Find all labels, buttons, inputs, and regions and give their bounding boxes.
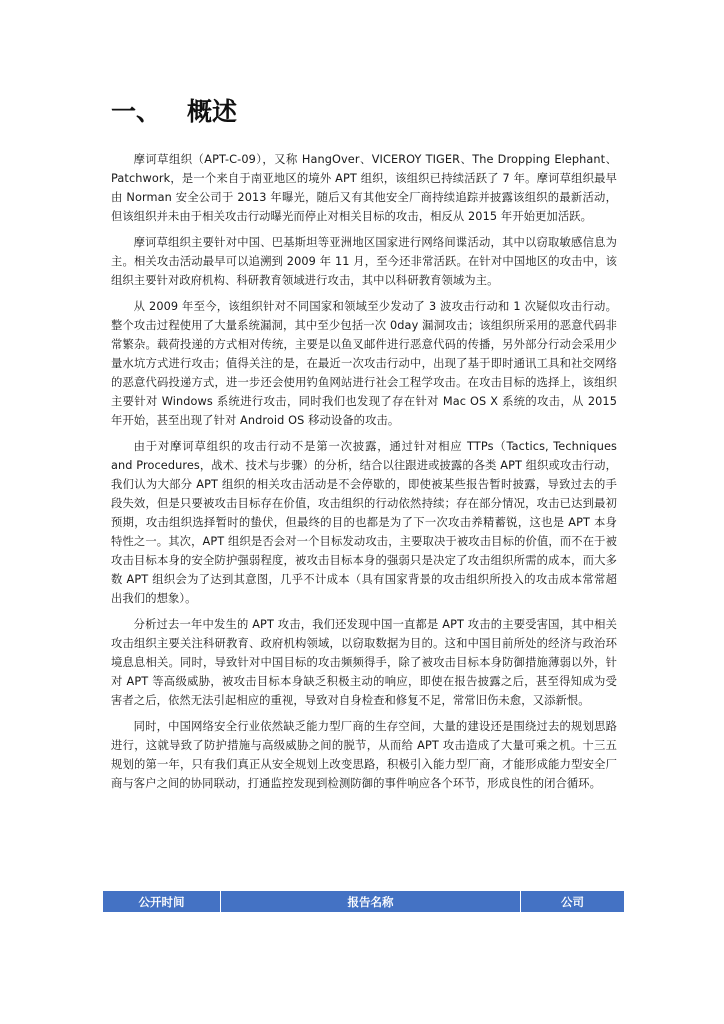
paragraph: 同时，中国网络安全行业依然缺乏能力型厂商的生存空间，大量的建设还是围绕过去的规划思路进行，这就导致了防护措施与高级威胁之间的脱节，从而给 APT 攻击造成了大量可乘之机。十三五规划的第一年，只有我们真正从安全规划上改变思路，积极引入能力型厂商，才能形成能力型安全厂商与客户之间的协同联动，打通监控发现到检测防御的事件响应各个环节，形成良性的闭合循环。 <box>111 720 617 790</box>
column-header-company: 公司 <box>561 894 584 909</box>
paragraph: 摩诃草组织主要针对中国、巴基斯坦等亚洲地区国家进行网络间谍活动，其中以窃取敏感信息为主。相关攻击活动最早可以追溯到 2009 年 11 月，至今还非常活跃。在针对中国地区的攻击中，该组织主要针对政府机构、科研教育领域进行攻击，其中以科研教育领域为主。 <box>111 236 617 287</box>
report-table-header <box>103 891 624 912</box>
column-header-date: 公开时间 <box>103 891 221 912</box>
section-title: 概述 <box>187 97 238 126</box>
paragraph: 从 2009 年至今，该组织针对不同国家和领域至少发动了 3 波攻击行动和 1 次疑似攻击行动。整个攻击过程使用了大量系统漏洞，其中至少包括一次 0day 漏洞攻击；该组织所采用的恶意代码非常繁杂。载荷投递的方式相对传统，主要是以鱼叉邮件进行恶意代码的传播，另外部分行动会采用少量水坑方式进行攻击；值得关注的是，在最近一次攻击行动中，出现了基于即时通讯工具和社交网络的恶意代码投递方式，进一步还会使用钓鱼网站进行社会工程学攻击。在攻击目标的选择上，该组织主要针对 Windows 系统进行攻击，同时我们也发现了存在针对 Mac OS X 系统的攻击，从 2015 年开始，甚至出现了针对 Android OS 移动设备的攻击。 <box>111 300 617 427</box>
paragraph: 由于对摩诃草组织的攻击行动不是第一次披露，通过针对相应 TTPs（Tactics, Techniques and Procedures，战术、技术与步骤）的分析，结合以往跟进或披露的各类 APT 组织或攻击行动，我们认为大部分 APT 组织的相关攻击活动是不会停歇的，即使被某些报告暂时披露，导致过去的手段失效，但是只要被攻击目标存在价值，攻击组织的行动依然持续；存在部分情况，攻击已达到最初预期，攻击组织选择暂时的蛰伏，但最终的目的也都是为了下一次攻击养精蓄锐，这也是 APT 本身特性之一。其次，APT 组织是否会对一个目标发动攻击，主要取决于被攻击目标的价值，而不在于被攻击目标本身的安全防护强弱程度，被攻击目标本身的强弱只是决定了攻击组织所需的成本，而大多数 APT 组织会为了达到其意图，几乎不计成本（具有国家背景的攻击组织所投入的攻击成本常常超出我们的想象）。 <box>111 440 617 605</box>
column-header-report-name: 报告名称 <box>221 891 521 912</box>
section-number: 一、 <box>111 97 162 126</box>
paragraph: 分析过去一年中发生的 APT 攻击，我们还发现中国一直都是 APT 攻击的主要受害国，其中相关攻击组织主要关注科研教育、政府机构领域，以窃取数据为目的。这和中国目前所处的经济与政治环境息息相关。同时，导致针对中国目标的攻击频频得手，除了被攻击目标本身防御措施薄弱以外，针对 APT 等高级威胁，被攻击目标本身缺乏积极主动的响应，即使在报告披露之后，甚至得知成为受害者之后，依然无法引起相应的重视，导致对自身检查和修复不足，常常旧伤未愈，又添新恨。 <box>111 618 617 707</box>
paragraph: 摩诃草组织（APT-C-09），又称 HangOver、VICEROY TIGER、The Dropping Elephant、Patchwork，是一个来自于南亚地区的境外 APT 组织，该组织已持续活跃了 7 年。摩诃草组织最早由 Norman 安全公司于 2013 年曝光，随后又有其他安全厂商持续追踪并披露该组织的最新活动，但该组织并未由于相关攻击行动曝光而停止对相关目标的攻击，相反从 2015 年开始更加活跃。 <box>111 153 617 223</box>
section-heading <box>111 92 237 128</box>
body-text <box>111 150 617 800</box>
